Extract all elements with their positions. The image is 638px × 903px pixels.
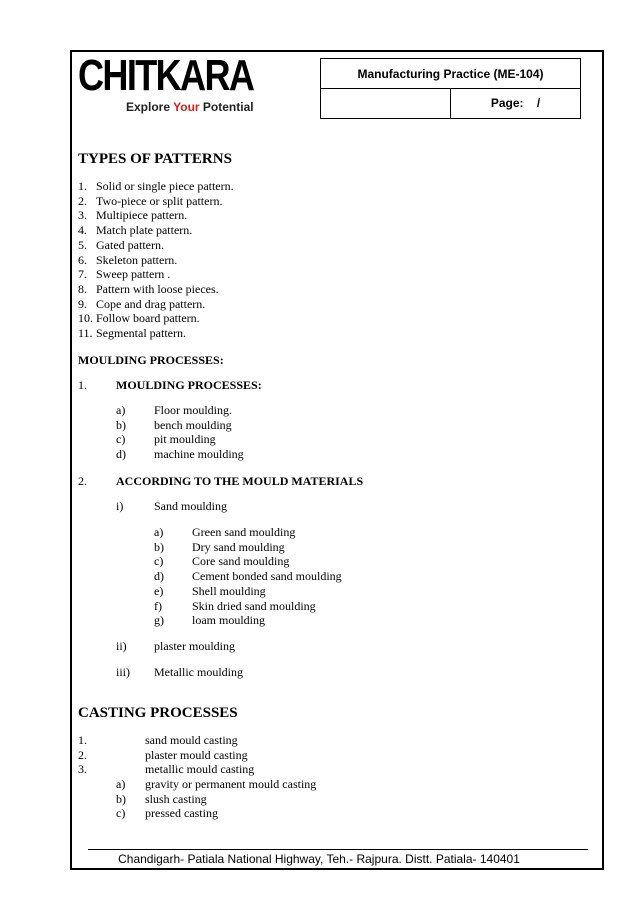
section-title-patterns: TYPES OF PATTERNS	[78, 151, 232, 167]
metallic-num: iii)	[116, 665, 130, 679]
list-item-number: d)	[116, 447, 126, 462]
list-item-text: Gated pattern.	[96, 237, 164, 252]
list-item	[116, 777, 316, 792]
list-item	[154, 599, 342, 614]
list-item	[78, 326, 234, 341]
list-item	[154, 525, 342, 540]
list-item	[116, 806, 316, 821]
course-title: Manufacturing Practice (ME-104)	[321, 59, 580, 89]
footer-divider	[88, 849, 588, 850]
list-item-number: f)	[154, 598, 162, 613]
list-item	[78, 179, 234, 194]
list-item-text: Match plate pattern.	[96, 223, 193, 238]
list-item	[78, 267, 234, 282]
list-item	[78, 762, 254, 777]
logo-text: CHITKARA	[78, 51, 254, 100]
metallic-title: Metallic moulding	[154, 665, 243, 679]
list-item	[116, 447, 244, 462]
list-item-number: b)	[116, 791, 126, 806]
list-item-number: b)	[116, 417, 126, 432]
moulding-sec2-title: ACCORDING TO THE MOULD MATERIALS	[116, 474, 364, 488]
list-item	[78, 311, 234, 326]
list-item-text: loam moulding	[192, 613, 265, 628]
list-item-number: a)	[116, 403, 126, 417]
list-item	[78, 223, 234, 238]
list-item-number: c)	[116, 432, 126, 447]
list-item	[154, 584, 342, 599]
list-item-text: Solid or single piece pattern.	[96, 179, 234, 193]
list-item	[116, 432, 244, 447]
list-item-number: 5.	[78, 237, 87, 252]
sand-moulding-list	[154, 525, 342, 628]
list-item-text: pit moulding	[154, 432, 216, 447]
list-item-number: e)	[154, 583, 164, 598]
section-title-casting: CASTING PROCESSES	[78, 705, 238, 721]
list-item-number: a)	[116, 777, 126, 791]
list-item	[78, 748, 254, 763]
list-item-text: Green sand moulding	[192, 525, 296, 539]
list-item	[154, 540, 342, 555]
list-item-text: bench moulding	[154, 417, 232, 432]
list-item-number: c)	[116, 806, 126, 821]
list-item-number: 10.	[78, 311, 93, 326]
list-item-text: metallic mould casting	[145, 762, 255, 777]
moulding-sec1-list	[116, 403, 244, 462]
list-item-number: 4.	[78, 223, 87, 238]
list-item-number: 11.	[78, 326, 93, 341]
sand-title: Sand moulding	[154, 499, 228, 513]
tagline: Explore Your Potential	[126, 100, 254, 114]
list-item	[154, 554, 342, 569]
list-item-number: c)	[154, 554, 164, 569]
list-item	[78, 297, 234, 312]
plaster-num: ii)	[116, 639, 127, 653]
moulding-sec1-title: MOULDING PROCESSES:	[116, 378, 262, 392]
list-item-number: g)	[154, 613, 164, 628]
list-item-number: 1.	[78, 179, 87, 193]
list-item-number: 3.	[78, 762, 87, 777]
list-item-text: Sweep pattern .	[96, 267, 171, 282]
list-item-text: Segmental pattern.	[96, 326, 186, 341]
list-item	[78, 194, 234, 209]
list-item	[116, 418, 244, 433]
list-item-text: Multipiece pattern.	[96, 208, 188, 223]
list-item-number: 2.	[78, 747, 87, 762]
list-item	[78, 253, 234, 268]
list-item-number: b)	[154, 539, 164, 554]
list-item	[116, 403, 244, 418]
patterns-list	[78, 179, 234, 341]
list-item-number: 9.	[78, 296, 87, 311]
moulding-sec1-num: 1.	[78, 378, 87, 392]
list-item-number: 2.	[78, 193, 87, 208]
list-item	[154, 613, 342, 628]
list-item	[78, 238, 234, 253]
list-item-number: 6.	[78, 252, 87, 267]
list-item-text: machine moulding	[154, 447, 244, 462]
list-item-text: Dry sand moulding	[192, 539, 285, 554]
list-item-text: Two-piece or split pattern.	[96, 193, 223, 208]
list-item-text: Floor moulding.	[154, 403, 233, 417]
list-item	[78, 733, 254, 748]
list-item-text: Core sand moulding	[192, 554, 290, 569]
list-item-text: plaster mould casting	[145, 747, 248, 762]
list-item-text: slush casting	[145, 791, 207, 806]
list-item-text: Skin dried sand moulding	[192, 598, 316, 613]
list-item-number: 1.	[78, 733, 87, 747]
list-item	[78, 208, 234, 223]
page-number: Page: /	[450, 88, 580, 118]
moulding-sec2-num: 2.	[78, 474, 87, 488]
section-title-moulding: MOULDING PROCESSES:	[78, 353, 224, 367]
list-item-text: Pattern with loose pieces.	[96, 281, 219, 296]
list-item-text: Skeleton pattern.	[96, 252, 178, 267]
list-item-number: 3.	[78, 208, 87, 223]
list-item-text: Follow board pattern.	[96, 311, 200, 326]
list-item	[154, 569, 342, 584]
list-item-text: sand mould casting	[145, 733, 238, 747]
list-item-text: Cope and drag pattern.	[96, 296, 206, 311]
plaster-title: plaster moulding	[154, 639, 235, 653]
list-item-text: Shell moulding	[192, 583, 266, 598]
list-item-number: d)	[154, 569, 164, 584]
list-item-number: 7.	[78, 267, 87, 282]
chitkara-logo	[78, 51, 292, 100]
list-item-text: gravity or permanent mould casting	[145, 777, 317, 791]
sand-num: i)	[116, 499, 124, 513]
list-item-text: Cement bonded sand moulding	[192, 569, 342, 584]
footer-address: Chandigarh- Patiala National Highway, Teh.- Rajpura. Distt. Patiala- 140401	[118, 852, 520, 866]
list-item-text: pressed casting	[145, 806, 218, 821]
header-info-box	[320, 58, 581, 119]
list-item-number: 8.	[78, 281, 87, 296]
list-item-number: a)	[154, 525, 164, 539]
casting-list	[78, 733, 254, 777]
list-item	[78, 282, 234, 297]
casting-sub-list	[116, 777, 316, 821]
list-item	[116, 792, 316, 807]
